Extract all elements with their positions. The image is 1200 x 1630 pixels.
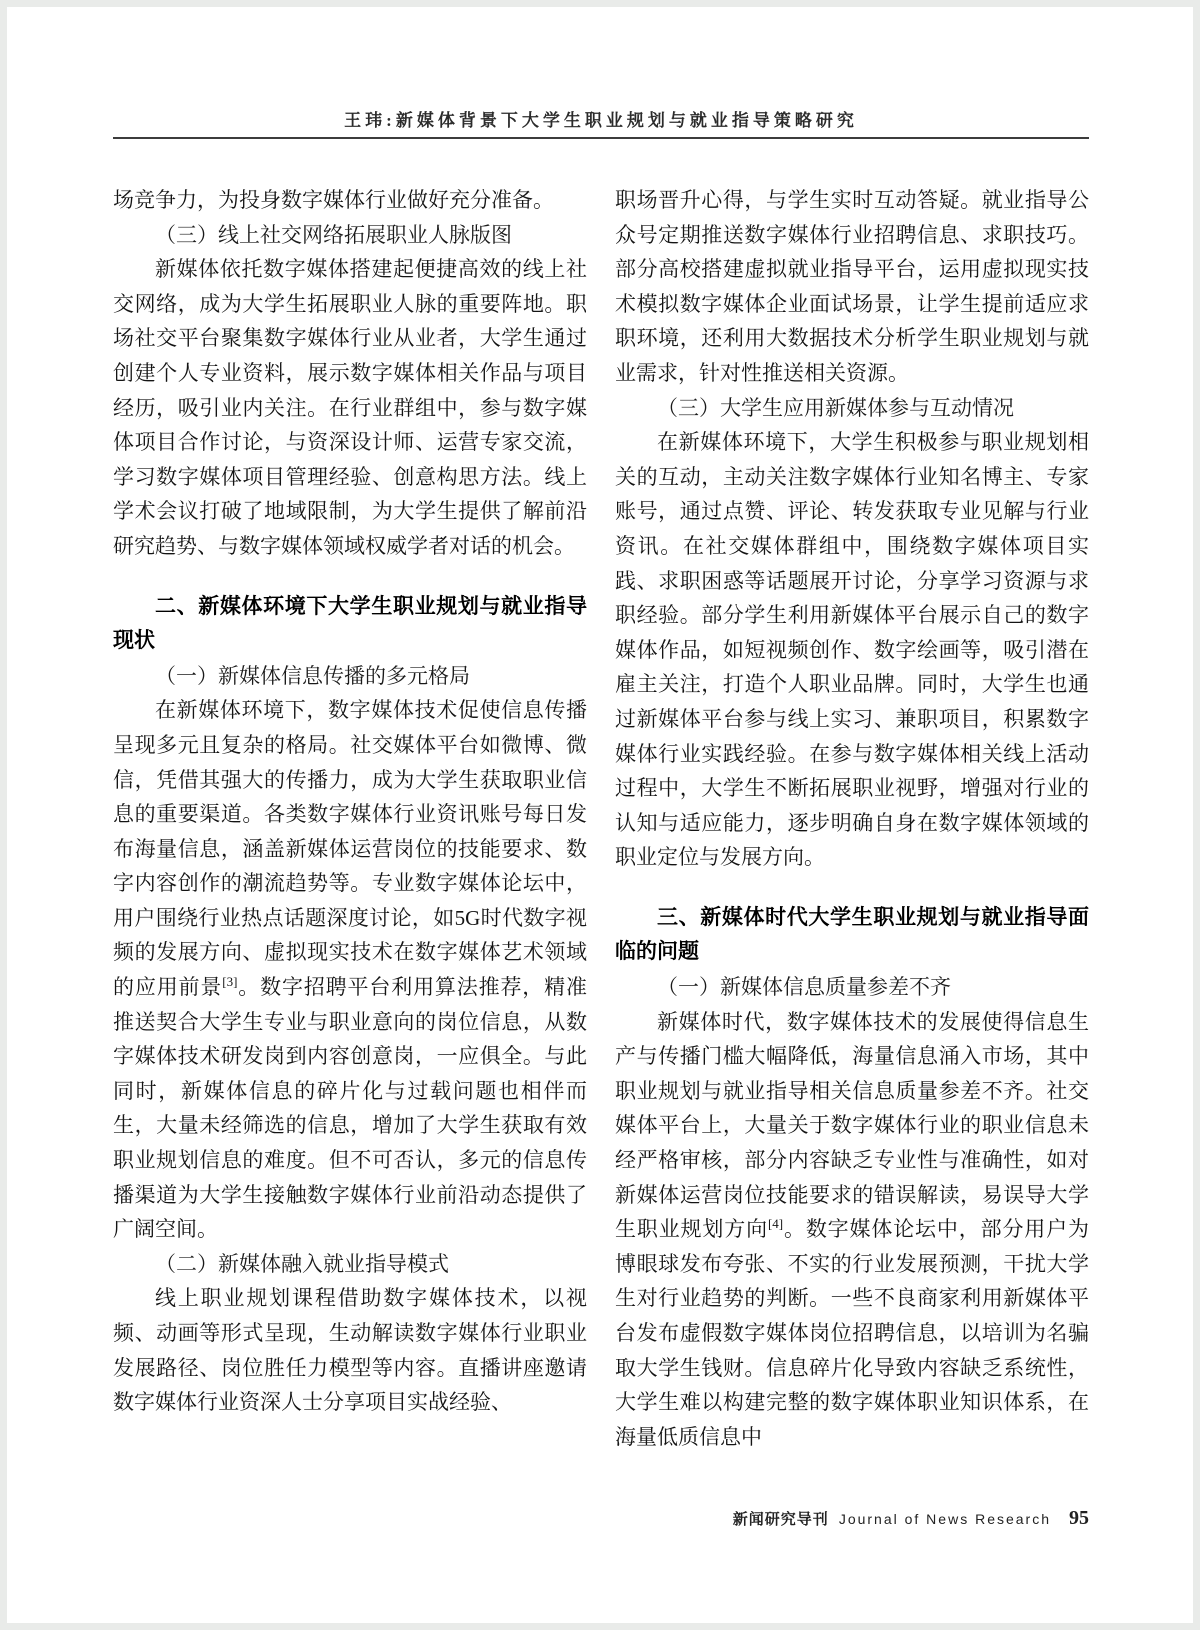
header-divider	[113, 137, 1089, 139]
body-paragraph: 新媒体依托数字媒体搭建起便捷高效的线上社交网络，成为大学生拓展职业人脉的重要阵地。职场社交平台聚集数字媒体行业从业者，大学生通过创建个人专业资料，展示数字媒体相关作品与项目经历，吸引业内关注。在行业群组中，参与数字媒体项目合作讨论，与资深设计师、运营专家交流，学习数字媒体项目管理经验、创意构思方法。线上学术会议打破了地域限制，为大学生提供了解前沿研究趋势、与数字媒体领域权威学者对话的机会。	[113, 257, 587, 558]
journal-name-cn: 新闻研究导刊	[732, 1511, 829, 1528]
body-paragraph: 新媒体时代，数字媒体技术的发展使得信息生产与传播门槛大幅降低，海量信息涌入市场，其中职业规划与就业指导相关信息质量参差不齐。社交媒体平台上，大量关于数字媒体行业的职业信息未经严格审核，部分内容缺乏专业性与准确性，如对新媒体运营岗位技能要求的错误解读，易误导大学生职业规划方向[4]。数字媒体论坛中，部分用户为博眼球发布夸张、不实的行业发展预测，干扰大学生对行业趋势的判断。一些不良商家利用新媒体平台发布虚假数字媒体岗位招聘信息，以培训为名骗取大学生钱财。信息碎片化导致内容缺乏系统性，大学生难以构建完整的数字媒体职业知识体系，在海量低质信息中	[615, 1009, 1089, 1449]
page-number: 95	[1069, 1507, 1089, 1529]
body-paragraph: 在新媒体环境下，大学生积极参与职业规划相关的互动，主动关注数字媒体行业知名博主、专家账号，通过点赞、评论、转发获取专业见解与行业资讯。在社交媒体群组中，围绕数字媒体项目实践、求职困惑等话题展开讨论，分享学习资源与求职经验。部分学生利用新媒体平台展示自己的数字媒体作品，如短视频创作、数字绘画等，吸引潜在雇主关注，打造个人职业品牌。同时，大学生也通过新媒体平台参与线上实习、兼职项目，积累数字媒体行业实践经验。在参与数字媒体相关线上活动过程中，大学生不断拓展职业视野，增强对行业的认知与适应能力，逐步明确自身在数字媒体领域的职业定位与发展方向。	[615, 430, 1089, 870]
section-heading: 二、新媒体环境下大学生职业规划与就业指导现状	[113, 594, 587, 653]
paper-page	[7, 7, 1193, 1623]
citation-ref: [3]	[222, 974, 238, 990]
right-column	[615, 183, 1089, 1454]
body-paragraph: 场竞争力，为投身数字媒体行业做好充分准备。	[113, 188, 554, 212]
running-header-title: 王玮:新媒体背景下大学生职业规划与就业指导策略研究	[344, 111, 858, 130]
subsection-heading: （三）大学生应用新媒体参与互动情况	[657, 395, 1014, 420]
subsection-heading: （三）线上社交网络拓展职业人脉版图	[155, 222, 512, 247]
journal-name-en: Journal of News Research	[838, 1511, 1051, 1527]
citation-ref: [4]	[767, 1216, 784, 1232]
subsection-heading: （二）新媒体融入就业指导模式	[155, 1251, 449, 1276]
subsection-heading: （一）新媒体信息传播的多元格局	[155, 663, 470, 688]
body-paragraph: 职场晋升心得，与学生实时互动答疑。就业指导公众号定期推送数字媒体行业招聘信息、求职技巧。部分高校搭建虚拟就业指导平台，运用虚拟现实技术模拟数字媒体企业面试场景，让学生提前适应求职环境，还利用大数据技术分析学生职业规划与就业需求，针对性推送相关资源。	[615, 188, 1089, 385]
page-footer	[113, 1507, 1089, 1530]
article-body	[113, 183, 1089, 1454]
left-column	[113, 183, 587, 1454]
body-paragraph: 在新媒体环境下，数字媒体技术促使信息传播呈现多元且复杂的格局。社交媒体平台如微博、微信，凭借其强大的传播力，成为大学生获取职业信息的重要渠道。各类数字媒体行业资讯账号每日发布海量信息，涵盖新媒体运营岗位的技能要求、数字内容创作的潮流趋势等。专业数字媒体论坛中，用户围绕行业热点话题深度讨论，如5G时代数字视频的发展方向、虚拟现实技术在数字媒体艺术领域的应用前景[3]。数字招聘平台利用算法推荐，精准推送契合大学生专业与职业意向的岗位信息，从数字媒体技术研发岗到内容创意岗，一应俱全。与此同时，新媒体信息的碎片化与过载问题也相伴而生，大量未经筛选的信息，增加了大学生获取有效职业规划信息的难度。但不可否认，多元的信息传播渠道为大学生接触数字媒体行业前沿动态提供了广阔空间。	[113, 698, 588, 1242]
section-heading: 三、新媒体时代大学生职业规划与就业指导面临的问题	[615, 905, 1089, 964]
body-paragraph: 线上职业规划课程借助数字媒体技术，以视频、动画等形式呈现，生动解读数字媒体行业职业发展路径、岗位胜任力模型等内容。直播讲座邀请数字媒体行业资深人士分享项目实战经验、	[113, 1286, 587, 1415]
subsection-heading: （一）新媒体信息质量参差不齐	[657, 975, 951, 1000]
